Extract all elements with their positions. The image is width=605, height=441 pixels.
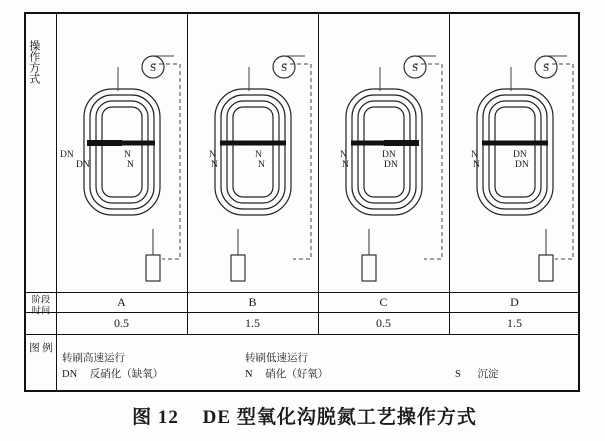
table-rule-time-legend [24,334,580,335]
stage-header-d: D [510,295,519,309]
zone-label-a-left: DN [60,150,74,160]
row-label-stage-time: 阶段 时间 [31,294,51,316]
zone-label-c-left: N [340,150,347,160]
legend-item-slow: 转刷低速运行 [245,353,308,364]
svg-text:S: S [280,62,288,74]
svg-text:DN: DN [384,160,398,170]
svg-text:DN: DN [76,160,90,170]
legend-abbrev-n [245,366,328,381]
zone-label-c-right: DN [382,150,396,160]
legend-abbrev-s [455,366,498,381]
svg-text:S: S [411,62,419,74]
svg-text:N: N [258,160,265,170]
figure-caption [0,402,605,429]
svg-text:DN: DN [515,160,529,170]
row-label-legend: 图 例 [29,342,53,354]
stage-header-a: A [117,295,126,309]
zone-label-b-right: N [255,150,262,160]
legend-abbrev-dn [62,366,163,381]
table-rule-operation-stage [24,292,580,293]
time-value-d: 1.5 [507,316,522,330]
legend-text-dn: 反硝化（缺氧） [89,369,164,380]
svg-text:S: S [542,62,550,74]
process-cell-c [318,12,449,292]
oxidation-ditch-diagram-a [56,12,187,292]
figure-number: 图 12 [132,407,179,428]
svg-text:N: N [211,160,218,170]
svg-text:N: N [342,160,349,170]
stage-header-c: C [379,295,388,309]
time-value-a: 0.5 [114,316,129,330]
process-cell-b [187,12,318,292]
legend-code-n: N [245,369,253,380]
oxidation-ditch-diagram-b [187,12,318,292]
legend-item-fast: 转刷高速运行 [62,353,125,364]
process-cell-d [449,12,580,292]
zone-label-d-left: N [471,150,478,160]
legend-text-n: 硝化（好氧） [265,369,329,380]
legend-text-s: 沉淀 [477,369,499,380]
svg-text:N: N [473,160,480,170]
table-rule-stage-time [24,312,580,313]
time-value-c: 0.5 [376,316,391,330]
process-cell-a [56,12,187,292]
figure-title: DE 型氧化沟脱氮工艺操作方式 [202,407,477,428]
legend-code-s: S [455,369,461,380]
zone-label-b-left: N [209,150,216,160]
zone-label-a-right: N [124,150,131,160]
svg-text:S: S [149,62,157,74]
zone-label-d-right: DN [513,150,527,160]
time-value-b: 1.5 [245,316,260,330]
stage-header-b: B [248,295,257,309]
row-label-operation-mode: 操作方式 [27,40,40,84]
legend-code-dn: DN [62,369,78,380]
svg-text:N: N [127,160,134,170]
